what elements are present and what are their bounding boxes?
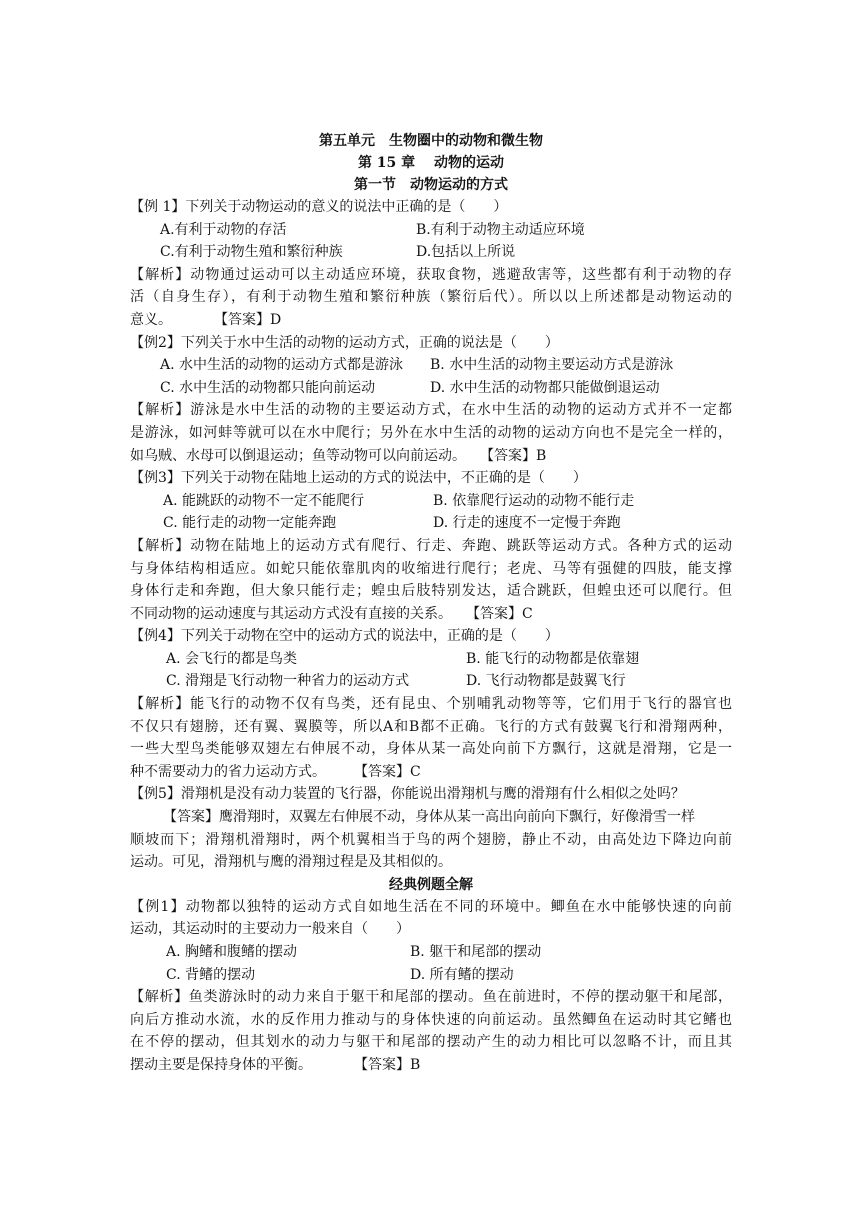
classic-example-1-options-row-2 [130,964,732,987]
option-d: D. 行走的速度不一定慢于奔跑 [433,515,621,532]
classic-example-1-question: 【例1】动物都以独特的运动方式自如地生活在不同的环境中。鲫鱼在水中能够快速的向前 [130,898,732,915]
example-1-analysis-line: 活（自身生存），有利于动物生殖和繁衍种族（繁衍后代）。所以以上所述都是动物运动的 [130,289,732,306]
option-b: B. 水中生活的动物主要运动方式是游泳 [430,357,674,374]
option-b: B. 躯干和尾部的摆动 [410,944,542,960]
example-1-question: 【例 1】下列关于动物运动的意义的说法中正确的是（ ） [130,199,508,215]
example-1-options-row-1 [130,219,732,242]
example-4-analysis-line: 不仅只有翅膀，还有翼、翼膜等，所以A和B都不正确。飞行的方式有鼓翼飞行和滑翔两种， [130,718,732,735]
example-5-answer-line: 运动。可见，滑翔机与鹰的滑翔过程是及其相似的。 [130,854,452,871]
option-a: A. 水中生活的动物的运动方式都是游泳 [160,357,404,374]
option-b: B.有利于动物主动适应环境 [416,221,585,238]
example-2-analysis-line: 【解析】游泳是水中生活的动物的主要运动方式，在水中生活的动物的运动方式并不一定都 [130,402,732,419]
example-3-analysis-line: 身体行走和奔跑，但大象只能行走；蝗虫后肢特别发达，适合跳跃，但蝗虫还可以爬行。但 [130,583,732,600]
unit-title: 第五单元 生物圈中的动物和微生物 [319,133,543,149]
classic-example-1-analysis-line: 在不停的摆动，但其划水的动力与躯干和尾部的摆动产生的动力相比可以忽略不计，而且其 [130,1034,732,1051]
option-a: A. 能跳跃的动物不一定不能爬行 [163,492,365,509]
classic-example-1-question: 运动，其运动时的主要动力一般来自（ ） [130,921,410,938]
option-a: A.有利于动物的存活 [160,221,287,238]
option-b: B. 能飞行的动物都是依靠翅 [466,650,640,667]
example-5-answer-line: 【答案】鹰滑翔时，双翼左右伸展不动，身体从某一高出向前向下飘行，好像滑雪一样 [163,809,695,826]
document-page [130,130,732,1077]
example-5-answer-line: 顺坡而下；滑翔机滑翔时，两个机翼相当于鸟的两个翅膀，静止不动，由高处边下降边向前 [130,831,732,848]
example-2-answer-line: 如乌贼、水母可以倒退运动；鱼等动物可以向前运动。 【答案】B [130,447,547,464]
option-c: C. 水中生活的动物都只能向前运动 [160,379,376,396]
section-title: 第一节 动物运动的方式 [354,177,508,193]
option-b: B. 依靠爬行运动的动物不能行走 [433,492,635,509]
example-3-analysis-line: 【解析】动物在陆地上的运动方式有爬行、行走、奔跑、跳跃等运动方式。各种方式的运动 [130,537,732,554]
option-a: A. 会飞行的都是鸟类 [166,650,298,667]
option-c: C. 滑翔是飞行动物一种省力的运动方式 [166,673,410,690]
example-3-question: 【例3】下列关于动物在陆地上运动的方式的说法中，不正确的是（ ） [130,470,587,487]
example-3-answer-line: 不同动物的运动速度与其运动方式没有直接的关系。 【答案】C [130,605,533,622]
option-c: C.有利于动物生殖和繁衍种族 [160,244,343,261]
option-d: D. 飞行动物都是鼓翼飞行 [466,673,626,690]
example-4-options-row-1 [130,648,732,671]
example-4-question: 【例4】下列关于动物在空中的运动方式的说法中，正确的是（ ） [130,628,559,645]
example-1-answer-line: 意义。 【答案】D [130,311,282,328]
example-1-analysis-line: 【解析】动物通过运动可以主动适应环境，获取食物，逃避敌害等，这些都有利于动物的存 [130,266,732,283]
example-3-analysis-line: 与身体结构相适应。如蛇只能依靠肌肉的收缩进行爬行；老虎、马等有强健的四肢，能支撑 [130,560,732,577]
classic-examples-heading: 经典例题全解 [389,876,473,893]
classic-example-1-analysis-line: 【解析】鱼类游泳时的动力来自于躯干和尾部的摆动。鱼在前进时，不停的摆动躯干和尾部， [130,989,732,1006]
example-5-question: 【例5】滑翔机是没有动力装置的飞行器，你能说出滑翔机与鹰的滑翔有什么相似之处吗？ [130,786,685,803]
example-2-question: 【例2】下列关于水中生活的动物的运动方式，正确的说法是（ ） [130,334,559,351]
example-2-analysis-line: 是游泳，如河蚌等就可以在水中爬行；另外在水中生活的动物的运动方向也不是完全一样的， [130,424,732,441]
example-2-options-row-2 [130,377,732,400]
example-3-options-row-1 [130,490,732,513]
example-4-analysis-line: 【解析】能飞行的动物不仅有鸟类，还有昆虫、个别哺乳动物等等，它们用于飞行的器官也 [130,696,732,713]
option-c: C. 背鳍的摆动 [166,966,256,983]
option-d: D. 水中生活的动物都只能做倒退运动 [430,379,660,396]
example-4-answer-line: 种不需要动力的省力运动方式。 【答案】C [130,763,421,780]
example-4-analysis-line: 一些大型鸟类能够双翅左右伸展不动，身体从某一高处向前下方飘行，这就是滑翔，它是一 [130,741,732,758]
classic-example-1-analysis-line: 向后方推动水流，水的反作用力推动与的身体快速的向前运动。虽然鲫鱼在运动时其它鳍也 [130,1011,732,1028]
option-d: D. 所有鳍的摆动 [410,966,514,983]
option-c: C. 能行走的动物一定能奔跑 [163,515,337,532]
example-2-options-row-1 [130,354,732,377]
example-1-options-row-2 [130,241,732,264]
option-a: A. 胸鳍和腹鳍的摆动 [166,944,298,960]
chapter-title: 第 15 章 动物的运动 [357,155,505,171]
classic-example-1-answer-line: 摆动主要是保持身体的平衡。 【答案】B [130,1056,421,1073]
example-3-options-row-2 [130,512,732,535]
example-4-options-row-2 [130,670,732,693]
classic-example-1-options-row-1 [130,941,732,964]
option-d: D.包括以上所说 [416,244,516,261]
